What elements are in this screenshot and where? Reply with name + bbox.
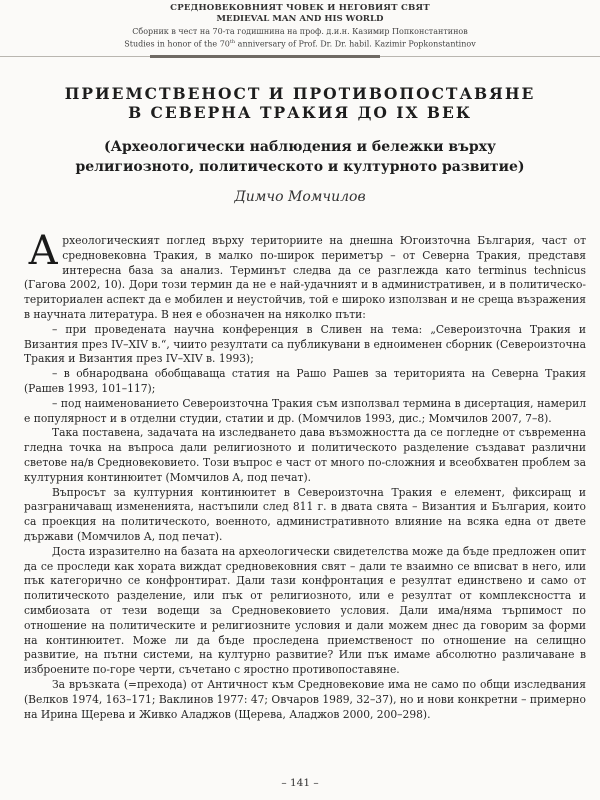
book-subtitle-en: [0, 37, 600, 50]
paragraph-text: рхеологическият поглед върху териториите на днешна Югоизточна България, част от средновековна Тракия, в малко по-широк периметър – от Северна Тракия, представя интересна база за анализ. Терминът следва да се разглежда като terminus technicus (Гагова 2002, 10). Дори този термин да не е най-удачният и в административен, и в политическо-териториален аспект да е мобилен и неустойчив, той е широко използван и не среща възражения в научната литература. В нея е обозначен на няколко пъти:: [24, 234, 586, 321]
title-line: ПРИЕМСТВЕНОСТ И ПРОТИВОПОСТАВЯНЕ: [64, 83, 536, 103]
subtitle-line: (Археологически наблюдения и бележки върху: [104, 138, 496, 155]
article-subtitle: [0, 137, 600, 177]
divider-thick-line: [150, 55, 380, 58]
paragraph: Така поставена, задачата на изследването дава възможността да се погледне от съвременна гледна точка на въпроса дали религиозното и политическото разделение създават различни светове на/в Средновековието. Този въпрос е част от много по-сложния и всеобхватен проблем за културния континюитет (Момчилов А, под печат).: [24, 426, 586, 484]
paragraph: За връзката (=прехода) от Античност към Средновековие има не само по общи изследвания (Велков 1974, 163–171; Ваклинов 1977: 47; Овчаров 1989, 32–37), но и нови конкретни – примерно на Ирина Щерева и Живко Аладжов (Щерева, Аладжов 2000, 200–298).: [24, 677, 586, 721]
subtitle-line: религиозното, политическото и културното развитие): [75, 158, 525, 175]
paragraph: – при проведената научна конференция в Сливен на тема: „Североизточна Тракия и Византия през IV–XIV в.“, чиито резултати са публикувани в едноименен сборник (Североизточна Тракия и Византия през IV–XIV в. 1993);: [24, 322, 586, 366]
running-head: [0, 0, 600, 50]
paragraph: – в обнародвана обобщаваща статия на Рашо Рашев за територията на Северна Тракия (Рашев 1993, 101–117);: [24, 367, 586, 395]
page-number: – 141 –: [281, 777, 319, 789]
book-subtitle-bg: Сборник в чест на 70-та годишнина на проф. д.и.н. Казимир Попконстантинов: [132, 27, 468, 36]
article-author: Димчо Момчилов: [234, 188, 366, 205]
paragraph: Доста изразително на базата на археологически свидетелства може да бъде предложен опит да се проследи как хората виждат средновековния свят – дали те взаимно се вписват в него, или пък категорично се конфронтират. Дали тази конфронтация е резултат единствено и само от политическото разделение, или пък от религиозното, или е резултат от комплексността и симбиозата от тези водещи за Средновековието условия. Дали има/няма търпимост по отношение на политическите и религиозните условия и дали можем днес да говорим за форми на континюитет. Може ли да бъде проследена приемственост по отношение на селищно развитие, на пътни системи, на културно развитие? Или пък имаме абсолютно различаване в изброените по-горе черти, съчетано с яростно противопоставяне.: [24, 544, 586, 677]
paragraph: Въпросът за културния континюитет в Североизточна Тракия е елемент, фиксиращ и разграничаващ измененията, настъпили след 811 г. в двата свята – Византия и България, които са проекция на политическото, военното, административното влияние на всяка една от двете държави (Момчилов А, под печат).: [24, 485, 586, 543]
subtitle-en-part: Studies in honor of the 70: [124, 39, 230, 49]
article-body: [24, 228, 586, 722]
ordinal-suffix: th: [229, 39, 236, 45]
title-line: В СЕВЕРНА ТРАКИЯ ДО IX ВЕК: [128, 102, 472, 122]
book-title-bg: СРЕДНОВЕКОВНИЯТ ЧОВЕК И НЕГОВИЯТ СВЯТ: [170, 3, 430, 13]
subtitle-en-part: anniversary of Prof. Dr. Dr. habil. Kazimir Popkonstantinov: [235, 39, 476, 49]
drop-cap: А: [28, 228, 59, 274]
article-title: [0, 84, 600, 122]
header-divider: [0, 54, 600, 60]
book-title-en: MEDIEVAL MAN AND HIS WORLD: [216, 14, 384, 24]
paragraph: [24, 228, 586, 323]
paragraph: – под наименованието Североизточна Тракия съм използвал термина в дисертация, намерил е популярност и в отделни студии, статии и др. (Момчилов 1993, дис.; Момчилов 2007, 7–8).: [24, 396, 586, 425]
